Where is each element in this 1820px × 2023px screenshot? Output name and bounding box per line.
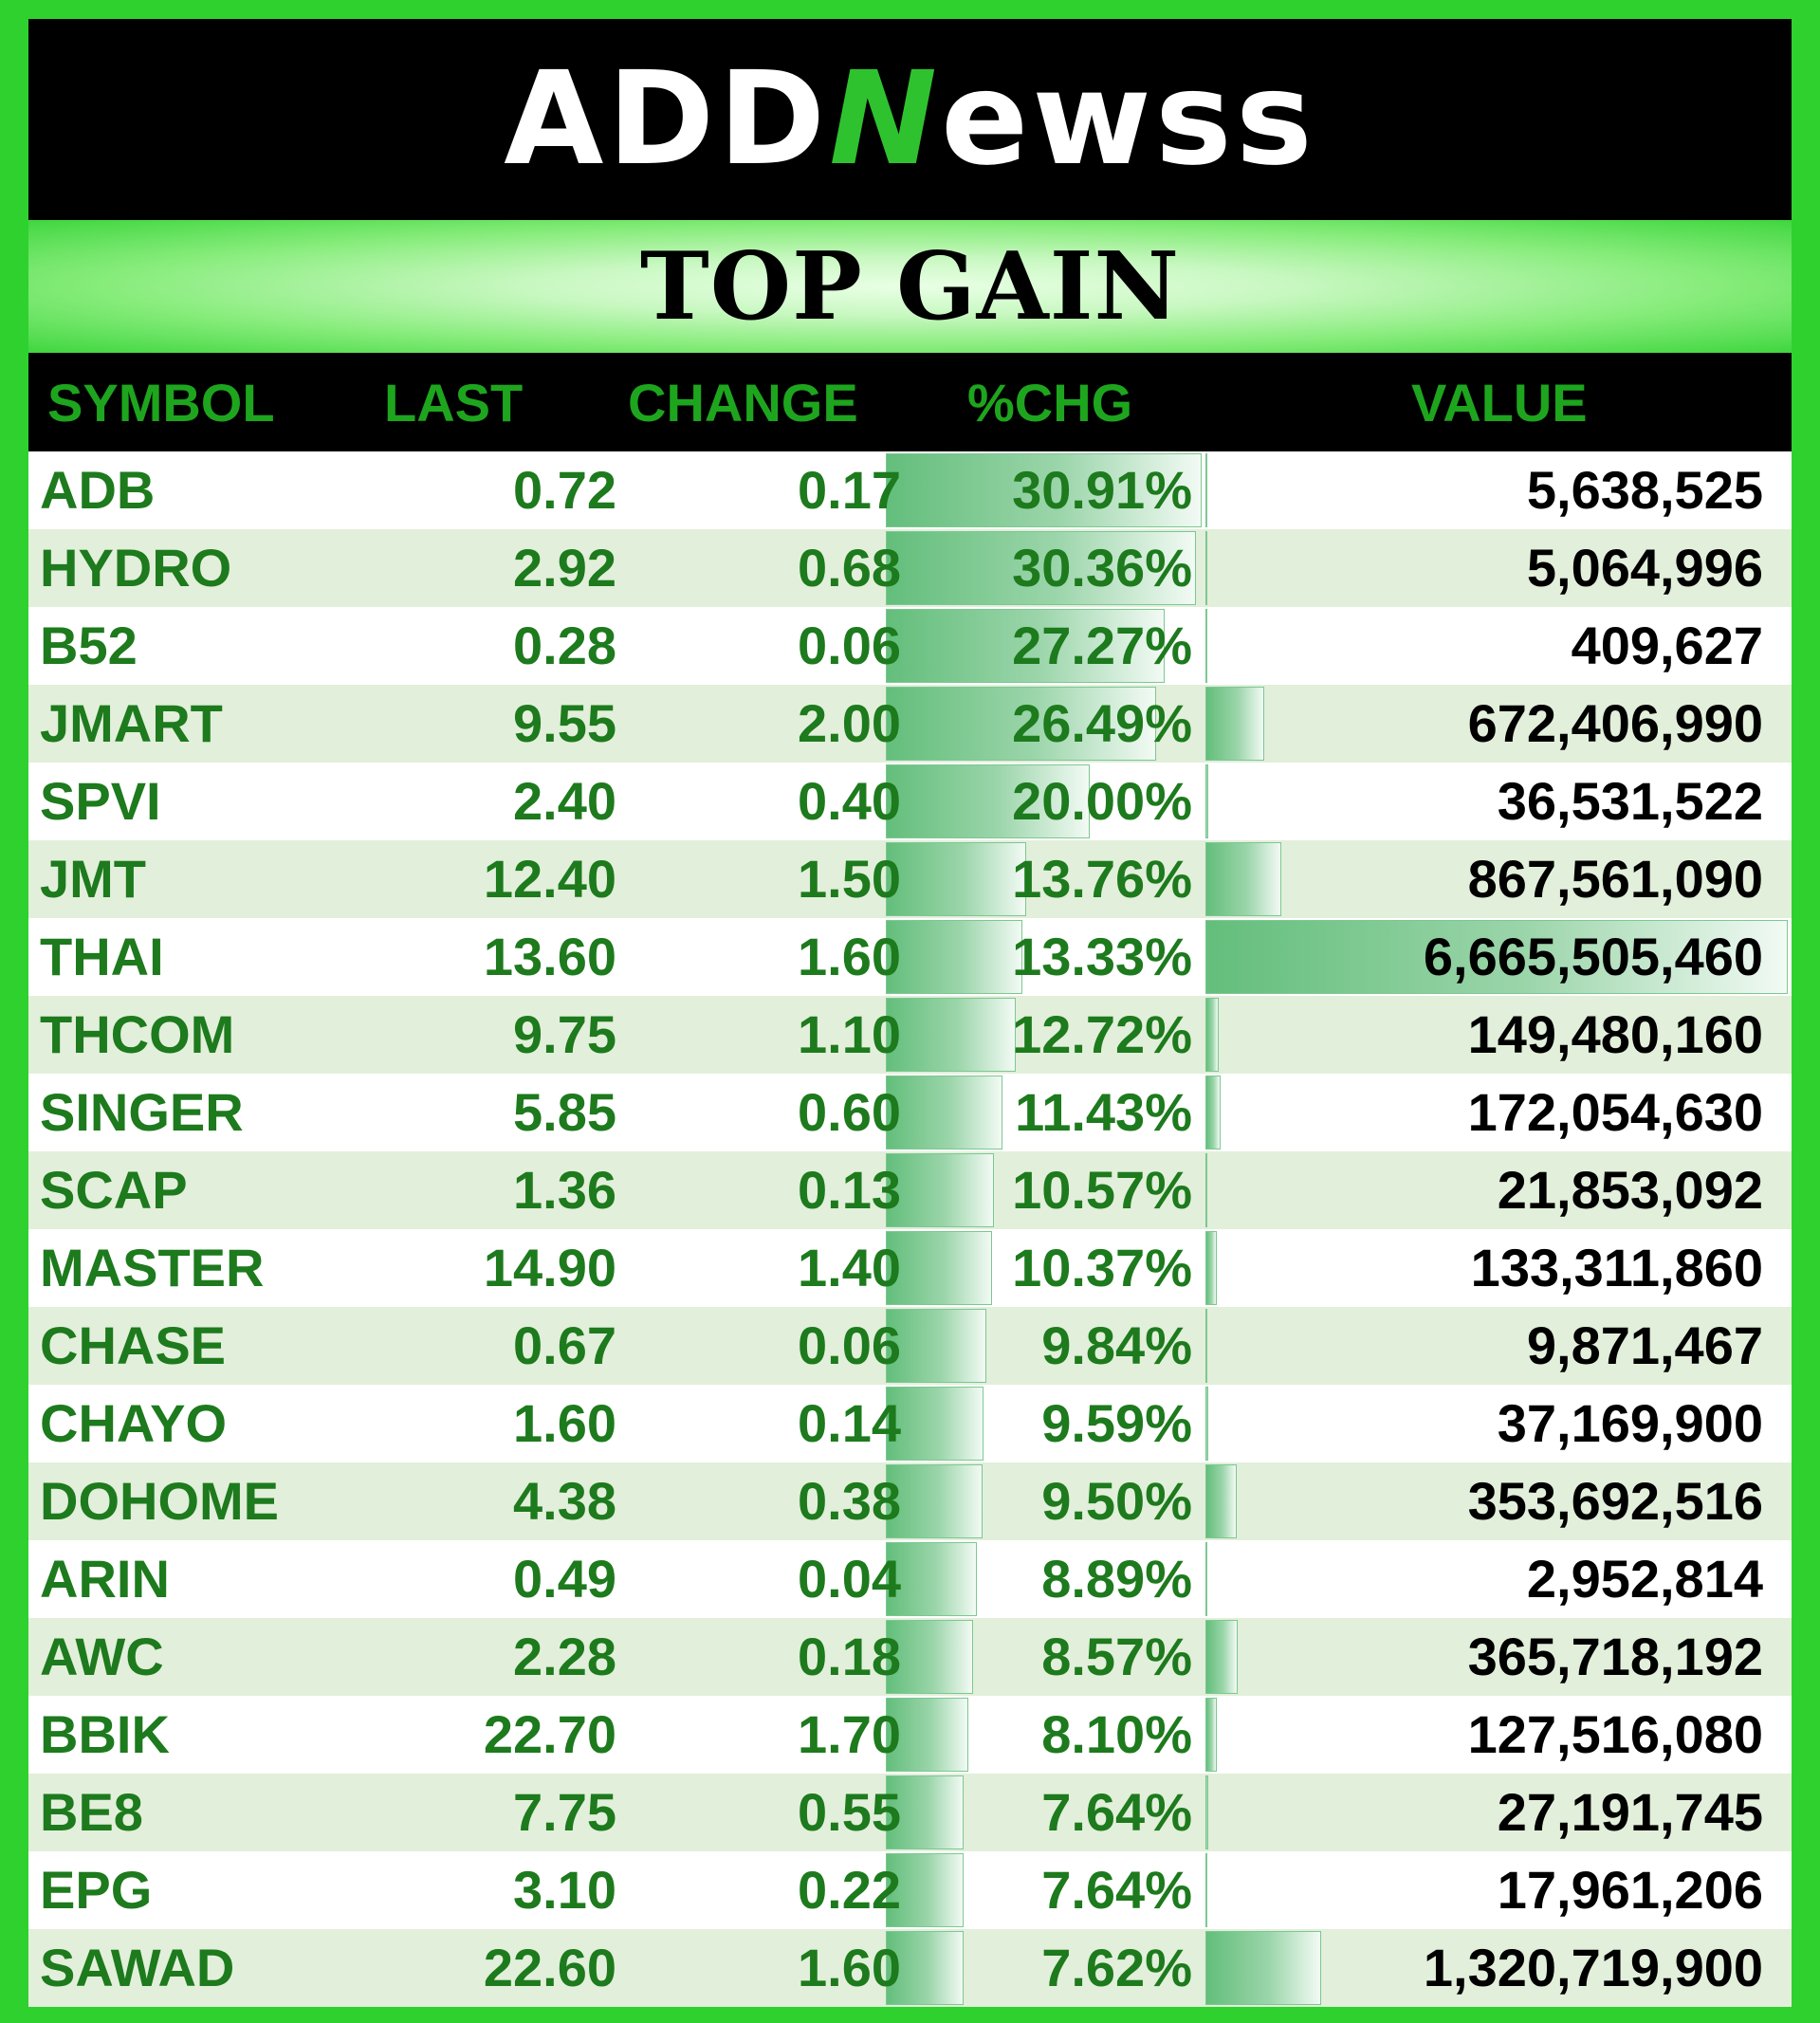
value-data-bar [1205,764,1208,838]
symbol-cell: DOHOME [40,1471,279,1531]
pchg-cell: 9.50% [1041,1471,1192,1531]
change-cell: 2.00 [798,693,901,753]
symbol-cell: SCAP [40,1160,188,1220]
last-cell: 9.55 [513,693,616,753]
table-row [28,1851,1792,1929]
table-row [28,918,1792,996]
last-cell: 0.72 [513,460,616,520]
logo-prefix: ADD [504,45,830,194]
pchg-data-bar [886,1153,994,1227]
last-cell: 2.28 [513,1627,616,1686]
last-cell: 5.85 [513,1082,616,1142]
value-cell: 127,516,080 [1467,1704,1763,1764]
page-frame [28,19,1792,2006]
change-cell: 1.10 [798,1004,901,1064]
pchg-cell: 20.00% [1012,771,1192,831]
table-row [28,451,1792,529]
pchg-cell: 9.59% [1041,1393,1192,1453]
symbol-cell: JMT [40,849,146,909]
table-row [28,763,1792,840]
value-cell: 409,627 [1571,616,1763,675]
table-row [28,1540,1792,1618]
symbol-cell: AWC [40,1627,164,1686]
value-data-bar [1205,1309,1207,1383]
value-cell: 149,480,160 [1467,1004,1763,1064]
change-cell: 0.06 [798,1315,901,1375]
pchg-cell: 7.64% [1041,1860,1192,1920]
value-cell: 133,311,860 [1470,1238,1763,1297]
value-cell: 9,871,467 [1526,1315,1763,1375]
symbol-cell: CHASE [40,1315,227,1375]
table-row [28,840,1792,918]
value-data-bar [1205,609,1207,683]
pchg-cell: 13.76% [1012,849,1192,909]
change-cell: 0.06 [798,616,901,675]
change-cell: 0.04 [798,1549,901,1609]
table-row [28,1385,1792,1462]
value-cell: 5,638,525 [1526,460,1763,520]
value-cell: 37,169,900 [1497,1393,1763,1453]
last-cell: 22.70 [483,1704,616,1764]
value-data-bar [1205,1153,1207,1227]
symbol-cell: ARIN [40,1549,170,1609]
value-data-bar [1205,1775,1208,1849]
value-data-bar [1205,998,1219,1072]
brand-logo [504,45,1316,194]
pchg-data-bar [886,842,1026,916]
value-data-bar [1205,687,1264,761]
value-data-bar [1205,1931,1321,2005]
table-row [28,1307,1792,1385]
symbol-cell: HYDRO [40,538,232,598]
last-cell: 1.60 [513,1393,616,1453]
col-change: CHANGE [628,373,858,432]
pchg-data-bar [886,920,1022,994]
symbol-cell: SAWAD [40,1938,235,1997]
symbol-cell: THAI [40,927,164,986]
value-data-bar [1205,1853,1207,1927]
table-row [28,1229,1792,1307]
last-cell: 4.38 [513,1471,616,1531]
pchg-cell: 30.91% [1012,460,1192,520]
value-cell: 867,561,090 [1467,849,1763,909]
last-cell: 2.40 [513,771,616,831]
last-cell: 3.10 [513,1860,616,1920]
pchg-cell: 8.10% [1041,1704,1192,1764]
change-cell: 1.50 [798,849,901,909]
logo-suffix: ewss [941,45,1316,194]
change-cell: 1.60 [798,1938,901,1997]
value-data-bar [1205,1231,1217,1305]
pchg-cell: 30.36% [1012,538,1192,598]
last-cell: 9.75 [513,1004,616,1064]
col-value: VALUE [1411,373,1588,432]
last-cell: 2.92 [513,538,616,598]
last-cell: 7.75 [513,1782,616,1842]
pchg-cell: 13.33% [1012,927,1192,986]
table-row [28,1151,1792,1229]
pchg-cell: 27.27% [1012,616,1192,675]
last-cell: 0.67 [513,1315,616,1375]
last-cell: 0.28 [513,616,616,675]
pchg-cell: 9.84% [1041,1315,1192,1375]
value-data-bar [1205,1076,1221,1149]
symbol-cell: BE8 [40,1782,143,1842]
value-data-bar [1205,1464,1237,1538]
col-last: LAST [384,373,524,432]
value-data-bar [1205,453,1207,527]
pchg-cell: 26.49% [1012,693,1192,753]
last-cell: 13.60 [483,927,616,986]
last-cell: 22.60 [483,1938,616,1997]
value-cell: 27,191,745 [1497,1782,1763,1842]
value-cell: 5,064,996 [1526,538,1763,598]
table-body [28,451,1792,2007]
table-row [28,1618,1792,1696]
title-bar [28,220,1792,353]
value-cell: 672,406,990 [1467,693,1763,753]
change-cell: 0.38 [798,1471,901,1531]
change-cell: 0.14 [798,1393,901,1453]
value-data-bar [1205,842,1281,916]
symbol-cell: MASTER [40,1238,265,1297]
value-cell: 172,054,630 [1467,1082,1763,1142]
table-row [28,607,1792,685]
pchg-data-bar [886,998,1016,1072]
pchg-cell: 10.37% [1012,1238,1192,1297]
table-row [28,529,1792,607]
logo-bar [28,19,1792,220]
last-cell: 14.90 [483,1238,616,1297]
pchg-cell: 10.57% [1012,1160,1192,1220]
value-cell: 365,718,192 [1467,1627,1763,1686]
pchg-cell: 11.43% [1015,1082,1192,1142]
table-row [28,1462,1792,1540]
table-row [28,1696,1792,1774]
value-data-bar [1205,1542,1207,1616]
pchg-data-bar [886,1231,992,1305]
change-cell: 0.68 [798,538,901,598]
change-cell: 0.55 [798,1782,901,1842]
value-data-bar [1205,1620,1238,1694]
col-pchg: %CHG [967,373,1133,432]
col-symbol: SYMBOL [47,373,275,432]
change-cell: 0.17 [798,460,901,520]
symbol-cell: THCOM [40,1004,235,1064]
value-cell: 1,320,719,900 [1423,1938,1763,1997]
value-cell: 17,961,206 [1497,1860,1763,1920]
table-row [28,1774,1792,1851]
table-row [28,1074,1792,1151]
table-row [28,1929,1792,2007]
value-data-bar [1205,531,1207,605]
pchg-cell: 8.57% [1041,1627,1192,1686]
symbol-cell: SINGER [40,1082,244,1142]
change-cell: 1.40 [798,1238,901,1297]
table-row [28,685,1792,763]
table-header [28,353,1792,451]
value-data-bar [1205,1698,1217,1772]
pchg-cell: 8.89% [1041,1549,1192,1609]
symbol-cell: BBIK [40,1704,170,1764]
last-cell: 12.40 [483,849,616,909]
change-cell: 0.22 [798,1860,901,1920]
symbol-cell: ADB [40,460,156,520]
change-cell: 1.60 [798,927,901,986]
symbol-cell: EPG [40,1860,153,1920]
value-cell: 36,531,522 [1497,771,1763,831]
value-cell: 353,692,516 [1467,1471,1763,1531]
change-cell: 0.18 [798,1627,901,1686]
change-cell: 0.40 [798,771,901,831]
symbol-cell: JMART [40,693,223,753]
symbol-cell: CHAYO [40,1393,228,1453]
value-cell: 6,665,505,460 [1423,927,1763,986]
last-cell: 1.36 [513,1160,616,1220]
value-data-bar [1205,1387,1208,1461]
change-cell: 1.70 [798,1704,901,1764]
pchg-cell: 7.64% [1041,1782,1192,1842]
change-cell: 0.60 [798,1082,901,1142]
value-cell: 2,952,814 [1526,1549,1763,1609]
pchg-data-bar [886,1076,1002,1149]
pchg-cell: 12.72% [1012,1004,1192,1064]
symbol-cell: SPVI [40,771,161,831]
page-title: TOP GAIN [639,231,1181,341]
table-row [28,996,1792,1074]
symbol-cell: B52 [40,616,138,675]
change-cell: 0.13 [798,1160,901,1220]
value-cell: 21,853,092 [1497,1160,1763,1220]
pchg-cell: 7.62% [1041,1938,1192,1997]
logo-n: N [829,45,942,194]
last-cell: 0.49 [513,1549,616,1609]
